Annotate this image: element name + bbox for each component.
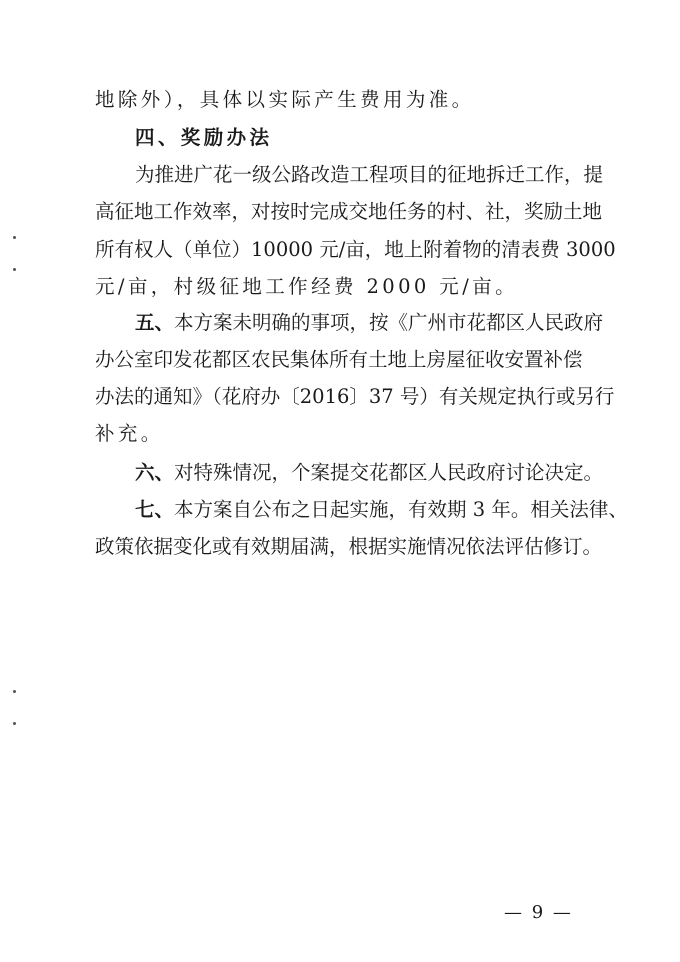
- paragraph-line: 补充。: [95, 422, 164, 445]
- section-prefix: 六、: [135, 461, 175, 484]
- section-five-line: [135, 311, 604, 335]
- paragraph-text: 本方案自公布之日起实施，有效期 3 年。相关法律、: [174, 498, 628, 521]
- scan-speck: [13, 236, 16, 239]
- page-number: — 9 —: [504, 902, 573, 923]
- paragraph-line: 办法的通知》（花府办〔2016〕37 号）有关规定执行或另行: [95, 385, 615, 408]
- paragraph-line: 所有权人（单位）10000 元/亩，地上附着物的清表费 3000: [95, 238, 616, 261]
- scan-speck: [13, 722, 16, 725]
- paragraph-text: 对特殊情况，个案提交花都区人民政府讨论决定。: [174, 461, 604, 484]
- paragraph-line: 办公室印发花都区农民集体所有土地上房屋征收安置补偿: [95, 348, 583, 371]
- scan-speck: [13, 268, 16, 271]
- paragraph-line: 地除外），具体以实际产生费用为准。: [95, 88, 475, 111]
- paragraph-line: 元/亩，村级征地工作经费 2000 元/亩。: [95, 275, 518, 298]
- section-seven-line: [135, 498, 628, 522]
- section-prefix: 五、: [135, 311, 175, 334]
- paragraph-line: 高征地工作效率，对按时完成交地任务的村、社，奖励土地: [95, 200, 603, 223]
- section-six-line: [135, 461, 604, 485]
- section-prefix: 七、: [135, 498, 175, 521]
- scan-speck: [13, 690, 16, 693]
- paragraph-line: 为推进广花一级公路改造工程项目的征地拆迁工作，提: [135, 163, 604, 186]
- section-heading-reward: 四、奖励办法: [135, 126, 273, 149]
- paragraph-text: 本方案未明确的事项，按《广州市花都区人民政府: [174, 311, 604, 334]
- paragraph-line: 政策依据变化或有效期届满，根据实施情况依法评估修订。: [95, 535, 603, 558]
